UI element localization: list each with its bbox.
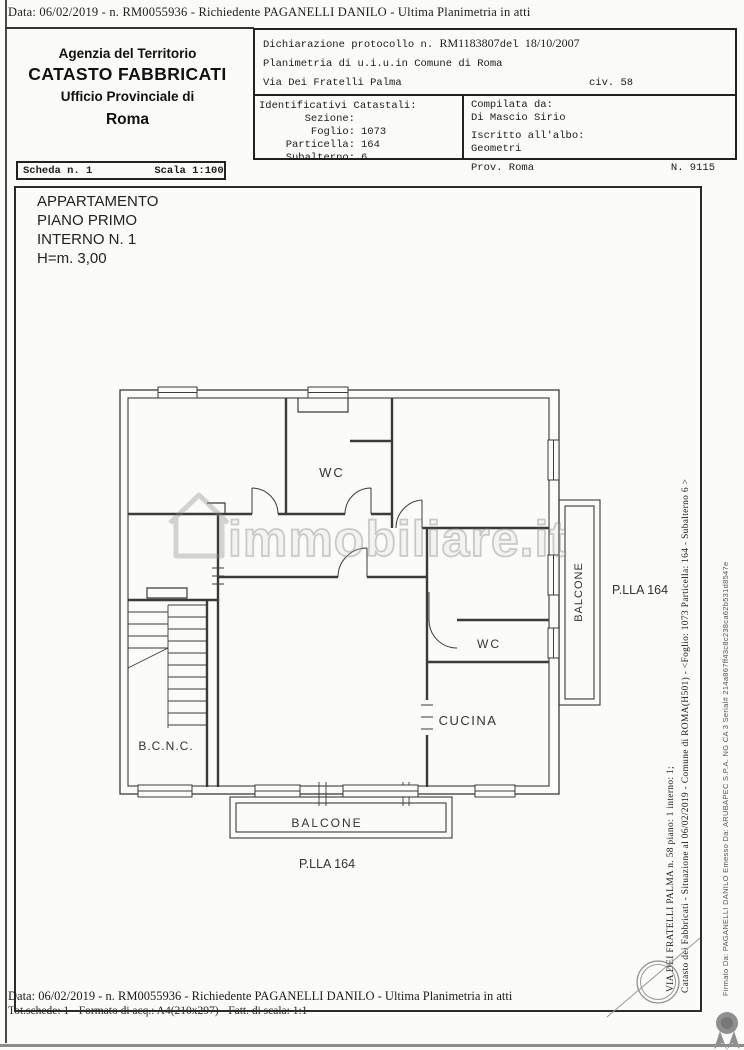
opening-ticks (212, 568, 433, 806)
apartment-line3: INTERNO N. 1 (37, 231, 137, 248)
albo-value: Geometri (471, 143, 522, 155)
apartment-line4: H=m. 3,00 (37, 250, 107, 267)
prov-number: N. 9115 (670, 162, 715, 174)
civ-number: civ. 58 (589, 77, 634, 89)
label-balcone-right: BALCONE (573, 562, 585, 622)
document-footer-line1: Data: 06/02/2019 - n. RM0055936 - Richiedente PAGANELLI DANILO - Ultima Planimetria in atti (8, 989, 513, 1003)
margin-catasto-line2: VIA DEI FRATELLI PALMA n. 58 piano: 1 interno: 1; (666, 766, 676, 992)
albo-label: Iscritto all'albo: (471, 130, 585, 142)
identificativi-title: Identificativi Catastali: (259, 100, 417, 112)
street-name: Via Dei Fratelli Palma (263, 77, 402, 89)
document-header-line: Data: 06/02/2019 - n. RM0055936 - Richiedente PAGANELLI DANILO - Ultima Planimetria in atti (8, 5, 531, 19)
agency-line4: Roma (105, 111, 150, 128)
interior-walls (128, 398, 549, 787)
street-row (263, 77, 729, 90)
label-balcone-bottom: BALCONE (291, 816, 363, 830)
agency-header (25, 46, 230, 129)
label-wc-bottom: WC (477, 637, 501, 651)
margin-catasto-line1: Catasto dei Fabbricati - Situazione al 06/02/2019 - Comune di ROMA(H501) - <Foglio: 1073 Particella: 164 - Subalterno 6 > (681, 478, 691, 993)
declaration-top-section (263, 37, 729, 96)
document-footer-line2: Tot.schede: 1 - Formato di acq.: A4(210x297) - Fatt. di scala: 1:1 (8, 1005, 308, 1017)
protocol-del: del (499, 39, 519, 51)
compilata-section (471, 99, 729, 175)
protocol-label: Dichiarazione protocollo n. (263, 39, 434, 51)
apartment-line1: APPARTAMENTO (37, 193, 159, 210)
scan-edge-line-left (5, 0, 7, 1043)
scheda-scale: Scala 1:100 (154, 164, 224, 177)
apartment-description (37, 192, 158, 268)
planimetria-row: Planimetria di u.i.u.in Comune di Roma (263, 58, 503, 70)
watermark-house-icon (165, 488, 235, 563)
staircase (128, 605, 207, 728)
prov-row (471, 162, 729, 175)
label-plla-right: P.LLA 164 (612, 583, 669, 597)
label-bcnc: B.C.N.C. (138, 739, 194, 753)
agency-line3: Ufficio Provinciale di (60, 89, 195, 104)
label-cucina: CUCINA (438, 713, 498, 728)
watermark-text: immobiliare.it (228, 511, 568, 567)
header-divider-line (5, 27, 254, 29)
compilata-label: Compilata da: (471, 99, 553, 111)
stamp-circle-icon (607, 938, 700, 1017)
floor-plan (100, 375, 700, 880)
catastali-row-foglio: Foglio: 1073 (310, 126, 387, 138)
stamp-and-seal (595, 925, 744, 1050)
compilata-name: Di Mascio Sirio (471, 112, 566, 124)
label-plla-bottom: P.LLA 164 (298, 857, 356, 871)
seal-rosette-icon (714, 1012, 740, 1050)
catastali-row-particella: Particella: 164 (285, 139, 380, 151)
agency-line1: Agenzia del Territorio (58, 46, 197, 61)
identificativi-section (259, 100, 459, 165)
catastali-row-subalterno: Subalterno: 6 (285, 152, 368, 164)
label-wc-top: WC (319, 465, 345, 480)
scheda-number: Scheda n. 1 (23, 164, 93, 177)
exterior-wall-outer (120, 390, 559, 794)
protocol-date: 18/10/2007 (524, 36, 580, 50)
agency-line2: CATASTO FABBRICATI (28, 64, 227, 84)
prov-label: Prov. Roma (471, 162, 535, 174)
windows (138, 387, 559, 797)
protocol-row (263, 37, 729, 52)
apartment-line2: PIANO PRIMO (37, 212, 138, 229)
catastali-row-sezione: Sezione: (304, 113, 355, 125)
declaration-vertical-divider (462, 94, 464, 158)
margin-signature-line: Firmato Da: PAGANELLI DANILO Emesso Da: ARUBAPEC S.P.A. NG CA 3 Serial# 214a867ff43c8c238ca62b531d8547e (721, 561, 730, 996)
declaration-box (253, 28, 737, 174)
scheda-box (16, 161, 226, 180)
declaration-divider-line (255, 94, 735, 96)
protocol-number: RM1183807 (439, 36, 500, 50)
